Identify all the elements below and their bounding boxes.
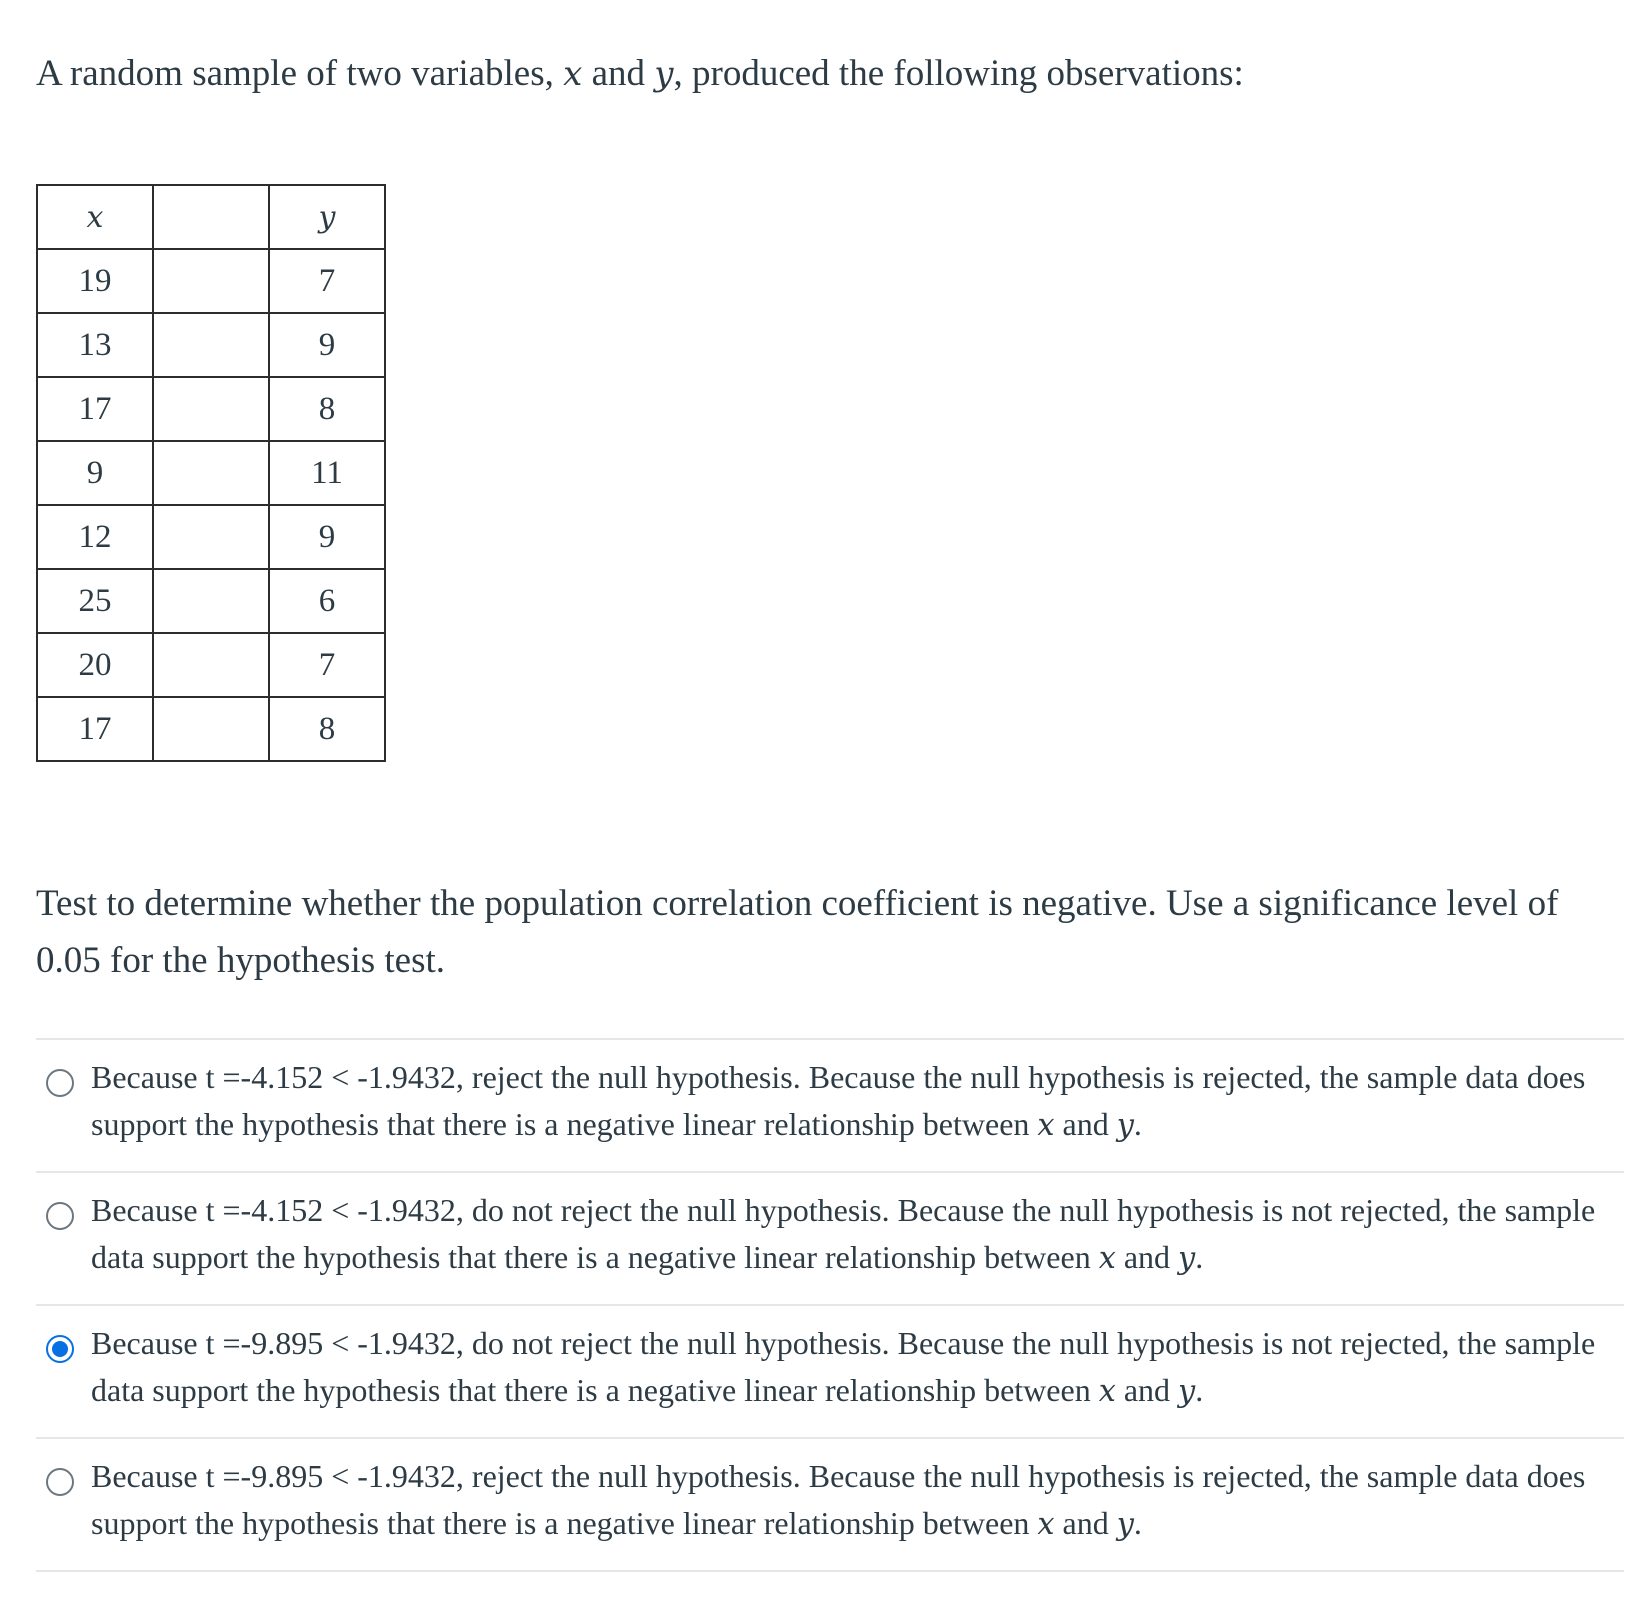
answer-text: Because t =-4.152 < -1.9432, do not reject the null hypothesis. Because the null hypothesis is not rejected, the sample data support the hypothesis that there is a negative linear relationship between <box>91 1192 1596 1275</box>
table-row <box>37 441 385 505</box>
cell-x: 17 <box>37 377 153 441</box>
answer-end: . <box>1133 1106 1142 1142</box>
cell-x: 25 <box>37 569 153 633</box>
answer-and: and <box>1115 1239 1179 1275</box>
variable-x: x <box>1098 1241 1116 1276</box>
variable-y: y <box>1178 1374 1196 1409</box>
answer-label <box>91 1320 1611 1415</box>
answer-and: and <box>1054 1106 1117 1142</box>
cell-y: 7 <box>269 633 385 697</box>
cell-x: 17 <box>37 697 153 761</box>
question-prompt: Test to determine whether the population correlation coefficient is negative. Use a significance level of 0.05 for the hypothesis test. <box>36 883 1559 981</box>
answer-end: . <box>1195 1372 1204 1408</box>
answer-text: Because t =-4.152 < -1.9432, reject the null hypothesis. Because the null hypothesis is rejected, the sample data does support the hypothesis that there is a negative linear relationship between <box>91 1059 1586 1142</box>
cell-y: 11 <box>269 441 385 505</box>
header-cell-blank <box>153 185 269 249</box>
table-row <box>37 697 385 761</box>
table-row <box>37 633 385 697</box>
cell-x: 13 <box>37 313 153 377</box>
radio-button-icon[interactable] <box>46 1468 74 1496</box>
cell-blank <box>153 377 269 441</box>
cell-x: 12 <box>37 505 153 569</box>
variable-y: y <box>1116 1507 1134 1542</box>
cell-blank <box>153 249 269 313</box>
cell-blank <box>153 697 269 761</box>
answer-option-3[interactable] <box>36 1306 1624 1439</box>
variable-y: y <box>1178 1241 1196 1276</box>
answer-label <box>91 1453 1611 1548</box>
answer-list <box>36 1038 1624 1572</box>
answer-label <box>91 1054 1611 1149</box>
intro-text-mid: and <box>582 53 655 94</box>
answer-end: . <box>1133 1505 1142 1541</box>
radio-button-icon[interactable] <box>46 1069 74 1097</box>
variable-y: y <box>654 54 674 94</box>
answer-text: Because t =-9.895 < -1.9432, reject the null hypothesis. Because the null hypothesis is rejected, the sample data does support the hypothesis that there is a negative linear relationship between <box>91 1458 1586 1541</box>
header-cell-x: x <box>37 185 153 249</box>
variable-x: x <box>563 54 583 94</box>
cell-x: 19 <box>37 249 153 313</box>
header-cell-y: y <box>269 185 385 249</box>
intro-text-pre: A random sample of two variables, <box>36 53 564 94</box>
variable-x: x <box>1098 1374 1116 1409</box>
cell-blank <box>153 441 269 505</box>
answer-text: Because t =-9.895 < -1.9432, do not reject the null hypothesis. Because the null hypothesis is not rejected, the sample data support the hypothesis that there is a negative linear relationship between <box>91 1325 1596 1408</box>
radio-button-icon[interactable] <box>46 1202 74 1230</box>
cell-y: 8 <box>269 697 385 761</box>
table-row <box>37 505 385 569</box>
table-row <box>37 569 385 633</box>
cell-blank <box>153 569 269 633</box>
answer-end: . <box>1195 1239 1204 1275</box>
cell-y: 8 <box>269 377 385 441</box>
question-intro <box>36 48 1244 100</box>
cell-y: 9 <box>269 505 385 569</box>
answer-and: and <box>1115 1372 1179 1408</box>
cell-x: 9 <box>37 441 153 505</box>
cell-blank <box>153 633 269 697</box>
intro-text-post: , produced the following observations: <box>673 53 1244 94</box>
radio-button-selected-icon[interactable] <box>46 1335 74 1363</box>
variable-x: x <box>1037 1108 1055 1143</box>
cell-x: 20 <box>37 633 153 697</box>
variable-y: y <box>1116 1108 1134 1143</box>
answer-option-1[interactable] <box>36 1040 1624 1173</box>
table-row <box>37 249 385 313</box>
cell-y: 6 <box>269 569 385 633</box>
table-row <box>37 377 385 441</box>
variable-x: x <box>1037 1507 1055 1542</box>
answer-option-4[interactable] <box>36 1439 1624 1572</box>
answer-and: and <box>1054 1505 1117 1541</box>
cell-blank <box>153 313 269 377</box>
cell-y: 9 <box>269 313 385 377</box>
cell-blank <box>153 505 269 569</box>
answer-option-2[interactable] <box>36 1173 1624 1306</box>
answer-label <box>91 1187 1611 1282</box>
table-row <box>37 313 385 377</box>
cell-y: 7 <box>269 249 385 313</box>
observations-table <box>36 184 386 762</box>
table-header-row <box>37 185 385 249</box>
